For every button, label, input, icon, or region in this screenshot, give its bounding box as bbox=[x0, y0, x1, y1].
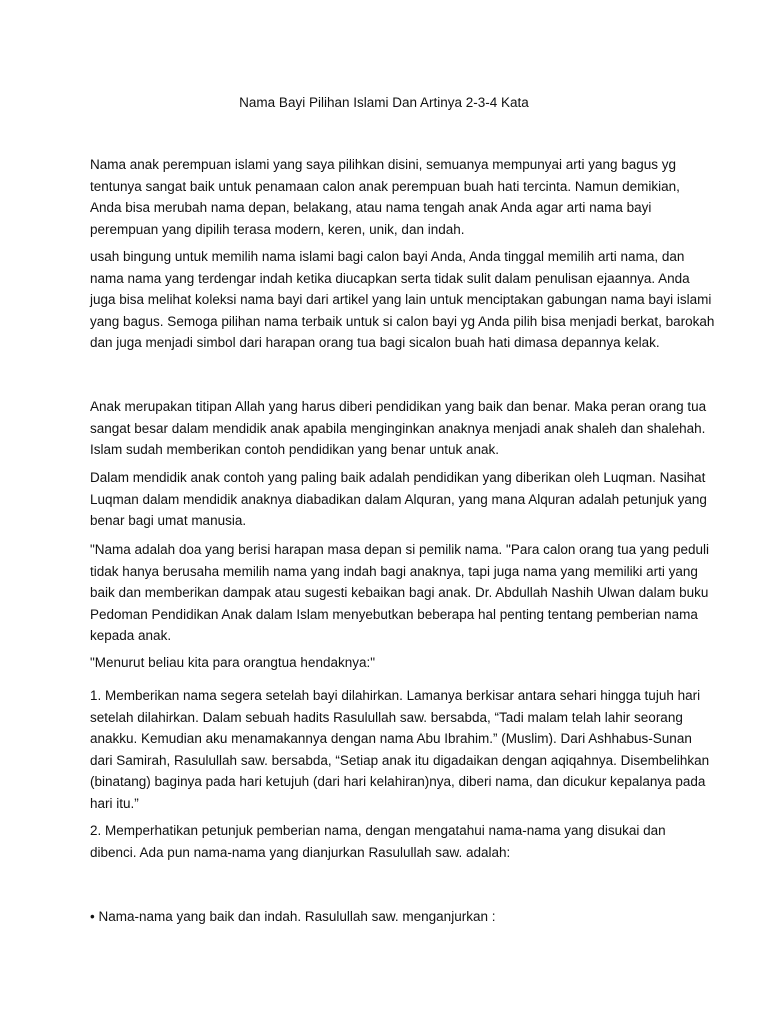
text-line: anakku. Kemudian aku menamakannya dengan nama Abu Ibrahim.” (Muslim). Dari Ashhabus-Sunan bbox=[90, 731, 692, 746]
text-line: hari itu.” bbox=[90, 795, 139, 811]
text-line: sangat besar dalam mendidik anak apabila menginginkan anaknya menjadi anak shaleh dan shalehah. bbox=[90, 420, 706, 436]
paragraph-tips bbox=[90, 246, 715, 354]
text-line: dari Samirah, Rasulullah saw. bersabda, “Setiap anak itu digadaikan dengan aqiqahnya. Disembelihkan bbox=[90, 752, 710, 768]
text-line: nama nama yang terdengar indah ketika diucapkan serta tidak sulit dalam penulisan ejaannya. Anda bbox=[90, 270, 690, 286]
text-line: tentunya sangat baik untuk penamaan calon anak perempuan buah hati tercinta. Namun demikian, bbox=[90, 178, 680, 194]
paragraph-point-one bbox=[90, 685, 710, 814]
bullet-item bbox=[90, 906, 682, 928]
paragraph-nama-doa bbox=[90, 539, 709, 647]
text-line: (binatang) baginya pada hari ketujuh (dari hari kelahiran)nya, diberi nama, dan dicukur kepalanya pada bbox=[90, 774, 706, 789]
text-line: baik dan memberikan dampak atau sugesti kebaikan bagi anak. Dr. Abdullah Nashih Ulwan dalam buku bbox=[90, 585, 709, 600]
paragraph-luqman bbox=[90, 467, 707, 532]
paragraph-titipan bbox=[90, 396, 707, 461]
text-line: Anda bisa merubah nama depan, belakang, atau nama tengah anak Anda agar arti nama bayi bbox=[90, 200, 652, 215]
text-line: 2. Memperhatikan petunjuk pemberian nama, dengan mengatahui nama-nama yang disukai dan bbox=[90, 823, 666, 838]
text-line: Nama anak perempuan islami yang saya pilihkan disini, semuanya mempunyai arti yang bagus yg bbox=[90, 157, 677, 172]
text-line: usah bingung untuk memilih nama islami bagi calon bayi Anda, Anda tinggal memilih arti nama, dan bbox=[90, 249, 685, 264]
paragraph-point-two bbox=[90, 820, 682, 863]
text-line: juga bisa melihat koleksi nama bayi dari artikel yang lain untuk menciptakan gabungan nama bayi islami bbox=[90, 292, 712, 307]
text-line: Pedoman Pendidikan Anak dalam Islam menyebutkan beberapa hal penting tentang pemberian nama bbox=[90, 606, 698, 622]
text-line: Luqman dalam mendidik anaknya diabadikan dalam Alquran, yang mana Alquran adalah petunjuk yang bbox=[90, 491, 707, 507]
text-line: benar bagi umat manusia. bbox=[90, 513, 247, 528]
text-line: Dalam mendidik anak contoh yang paling baik adalah pendidikan yang diberikan oleh Luqman. Nasihat bbox=[90, 470, 706, 485]
text-line: yang bagus. Semoga pilihan nama terbaik untuk si calon bayi yg Anda pilih bisa menjadi berkat, barokah bbox=[90, 313, 715, 329]
text-line: perempuan yang dipilih terasa modern, keren, unik, dan indah. bbox=[90, 221, 465, 237]
text-line: tidak hanya berusaha memilih nama yang indah bagi anaknya, tapi juga nama yang memiliki arti yang bbox=[90, 563, 698, 579]
text-line: Anak merupakan titipan Allah yang harus diberi pendidikan yang baik dan benar. Maka peran orang tua bbox=[90, 399, 707, 414]
text-line: kepada anak. bbox=[90, 628, 172, 643]
text-line: 1. Memberikan nama segera setelah bayi dilahirkan. Lamanya berkisar antara sehari hingga tujuh hari bbox=[90, 688, 701, 703]
text-line: dibenci. Ada pun nama-nama yang dianjurkan Rasulullah saw. adalah: bbox=[90, 844, 511, 860]
text-line: • Nama-nama yang baik dan indah. Rasulullah saw. menganjurkan : bbox=[90, 909, 496, 924]
text-line: "Nama adalah doa yang berisi harapan masa depan si pemilik nama. "Para calon orang tua yang peduli bbox=[90, 542, 709, 557]
text-line: setelah dilahirkan. Dalam sebuah hadits Rasulullah saw. bersabda, “Tadi malam telah lahir seorang bbox=[90, 709, 683, 725]
text-line: Islam sudah memberikan contoh pendidikan yang benar untuk anak. bbox=[90, 442, 500, 457]
text-line: "Menurut beliau kita para orangtua hendaknya:" bbox=[90, 655, 376, 670]
document-title: Nama Bayi Pilihan Islami Dan Artinya 2-3-4 Kata bbox=[239, 95, 529, 110]
text-line: dan juga menjadi simbol dari harapan orang tua bagi sicalon buah hati dimasa depannya kelak. bbox=[90, 335, 660, 350]
paragraph-intro bbox=[90, 154, 682, 240]
paragraph-menurut-beliau bbox=[90, 652, 682, 674]
